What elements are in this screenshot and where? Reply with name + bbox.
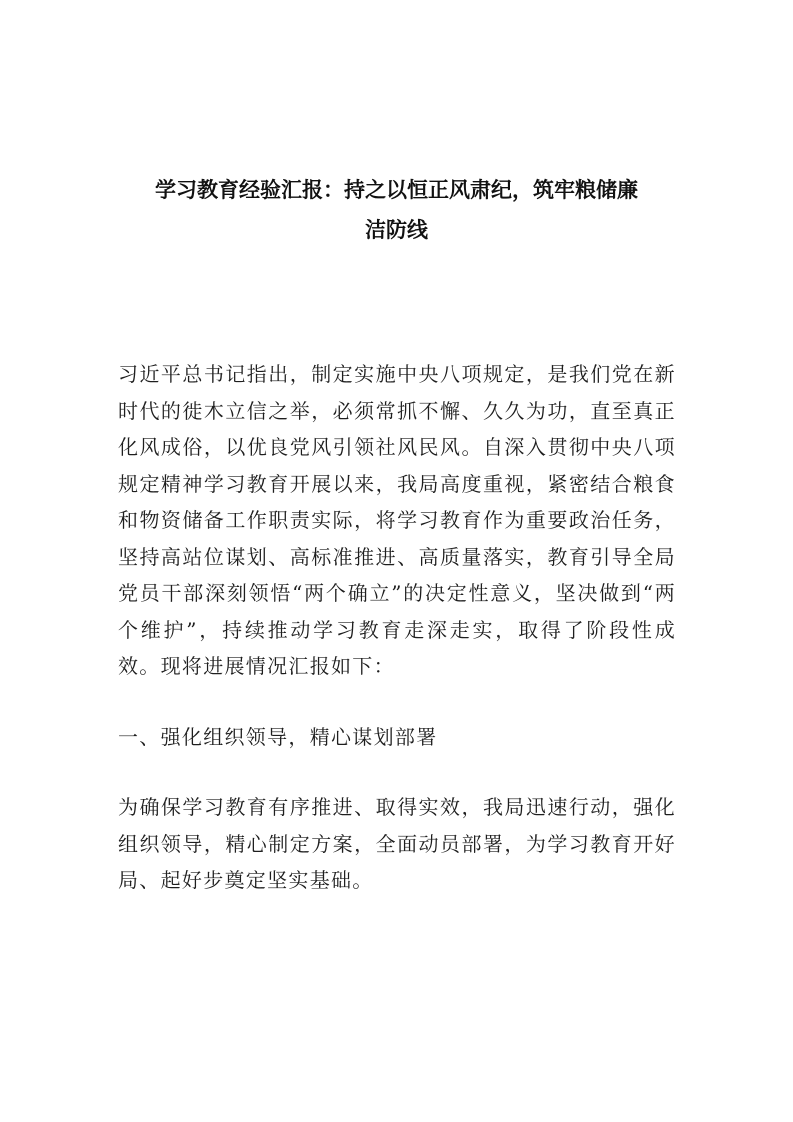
intro-paragraph: 习近平总书记指出，制定实施中央八项规定，是我们党在新时代的徙木立信之举，必须常抓不懈、久久为功，直至真正化风成俗，以优良党风引领社风民风。自深入贯彻中央八项规定精神学习教育开展以来，我局高度重视，紧密结合粮食和物资储备工作职责实际，将学习教育作为重要政治任务，坚持高站位谋划、高标准推进、高质量落实，教育引导全局党员干部深刻领悟“两个确立”的决定性意义，坚决做到“两个维护”，持续推动学习教育走深走实，取得了阶段性成效。现将进展情况汇报如下： (118, 362, 676, 678)
document-title (110, 170, 683, 250)
section-1-paragraph: 为确保学习教育有序推进、取得实效，我局迅速行动，强化组织领导，精心制定方案，全面动员部署，为学习教育开好局、起好步奠定坚实基础。 (118, 795, 676, 892)
title-line-1: 学习教育经验汇报：持之以恒正风肃纪，筑牢粮储廉 (155, 178, 638, 202)
title-line-2: 洁防线 (365, 218, 428, 242)
document-body (118, 356, 676, 899)
section-heading-1: 一、强化组织领导，精心谋划部署 (118, 724, 438, 749)
